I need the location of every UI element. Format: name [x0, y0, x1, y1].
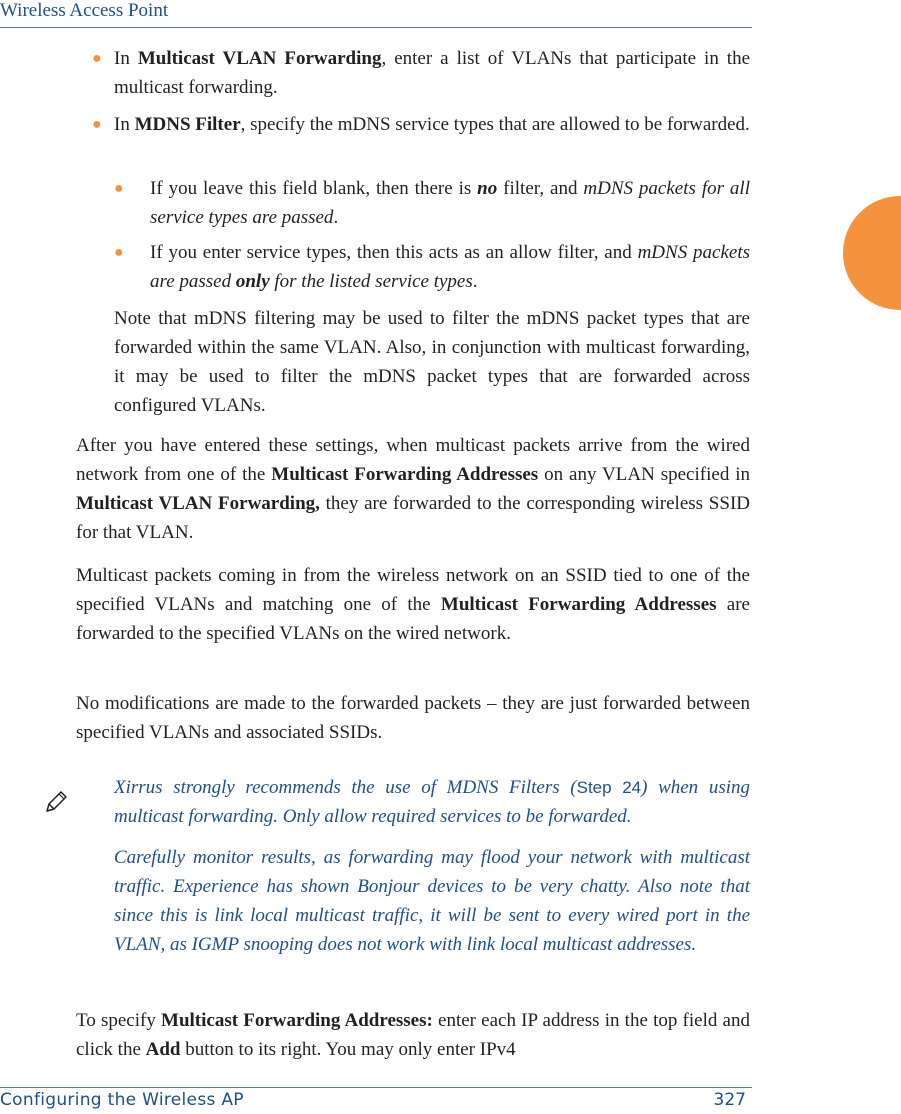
sub-bullet-blank-field: If you leave this field blank, then there is no filter, and mDNS packets for all service types are passed.: [150, 178, 750, 228]
footer-section-title: Configuring the Wireless AP: [0, 1090, 244, 1110]
paragraph-wireless-packets: Multicast packets coming in from the wireless network on an SSID tied to one of the specified VLANs and matching one of the Multicast Forwarding Addresses are forwarded to the specified VLANs on the wired network.: [76, 565, 750, 644]
orange-bullet-icon: ●: [92, 116, 102, 133]
pencil-note-icon: [44, 790, 68, 814]
orange-bullet-icon: ●: [114, 180, 124, 197]
step-24-link[interactable]: Step 24: [576, 778, 642, 797]
page-number: 327: [713, 1090, 746, 1110]
header-divider: [0, 27, 752, 28]
footer-divider: [0, 1087, 752, 1088]
paragraph-specify-addresses: To specify Multicast Forwarding Addresses: enter each IP address in the top field and click the Add button to its right. You may only enter IPv4: [76, 1010, 750, 1060]
chapter-tab-marker: [843, 196, 901, 310]
note-monitor-results: Carefully monitor results, as forwarding may flood your network with multicast traffic. Experience has shown Bonjour devices to be very chatty. Also note that since this is link local multicast traffic, it will be sent to every wired port in the VLAN, as IGMP snooping does not work with link local multicast addresses.: [114, 847, 750, 955]
header-title: Wireless Access Point: [0, 0, 169, 21]
paragraph-after-settings: After you have entered these settings, when multicast packets arrive from the wired network from one of the Multicast Forwarding Addresses on any VLAN specified in Multicast VLAN Forwarding, they are forwarded to the corresponding wireless SSID for that VLAN.: [76, 435, 751, 543]
orange-bullet-icon: ●: [114, 244, 124, 261]
bullet-multicast-vlan-forwarding: In Multicast VLAN Forwarding, enter a list of VLANs that participate in the multicast forwarding.: [114, 48, 751, 98]
mdns-filter-note: Note that mDNS filtering may be used to filter the mDNS packet types that are forwarded within the same VLAN. Also, in conjunction with multicast forwarding, it may be used to filter the mDNS packet types that are forwarded across configured VLANs.: [114, 308, 750, 416]
paragraph-no-modifications: No modifications are made to the forwarded packets – they are just forwarded between specified VLANs and associated SSIDs.: [76, 693, 750, 743]
note-mdns-recommendation: Xirrus strongly recommends the use of MDNS Filters (Step 24) when using multicast forwarding. Only allow required services to be forwarded.: [114, 777, 750, 827]
orange-bullet-icon: ●: [92, 50, 102, 67]
bullet-mdns-filter: In MDNS Filter, specify the mDNS service types that are allowed to be forwarded.: [114, 114, 750, 135]
sub-bullet-service-types: If you enter service types, then this acts as an allow filter, and mDNS packets are passed only for the listed service types.: [150, 242, 750, 292]
